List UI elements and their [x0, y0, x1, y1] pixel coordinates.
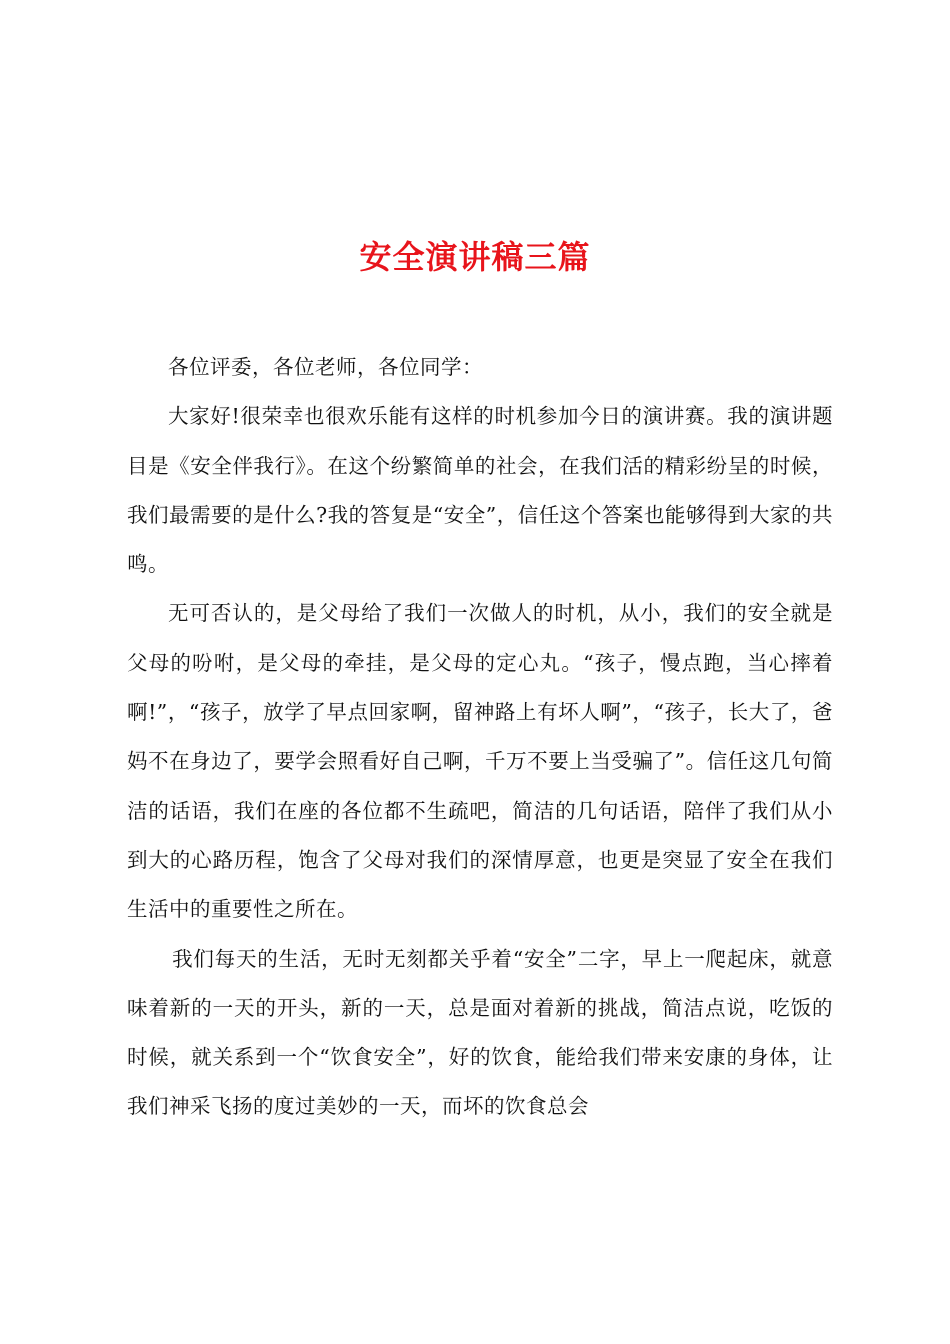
body-paragraph-2: 无可否认的，是父母给了我们一次做人的时机，从小，我们的安全就是父母的吩咐，是父母的牵挂，是父母的定心丸。“孩子，慢点跑，当心摔着啊!”，“孩子，放学了早点回家啊，留神路上有坏人啊”，“孩子，长大了，爸妈不在身边了，要学会照看好自己啊，千万不要上当受骗了”。信任这几句简洁的话语，我们在座的各位都不生疏吧，简洁的几句话语，陪伴了我们从小到大的心路历程，饱含了父母对我们的深情厚意，也更是突显了安全在我们生活中的重要性之所在。	[127, 601, 833, 922]
salutation-paragraph: 各位评委，各位老师，各位同学：	[168, 355, 483, 379]
document-title: 安全演讲稿三篇	[359, 238, 591, 277]
document-body	[127, 343, 833, 1132]
body-paragraph-1: 大家好!很荣幸也很欢乐能有这样的时机参加今日的演讲赛。我的演讲题目是《安全伴我行》。在这个纷繁简单的社会，在我们活的精彩纷呈的时候，我们最需要的是什么?我的答复是“安全”，信任这个答案也能够得到大家的共鸣。	[127, 404, 833, 577]
body-paragraph-3: 我们每天的生活，无时无刻都关乎着“安全”二字，早上一爬起床，就意味着新的一天的开头，新的一天，总是面对着新的挑战，简洁点说，吃饭的时候，就关系到一个“饮食安全”，好的饮食，能给我们带来安康的身体，让我们神采飞扬的度过美妙的一天，而坏的饮食总会	[127, 946, 833, 1119]
